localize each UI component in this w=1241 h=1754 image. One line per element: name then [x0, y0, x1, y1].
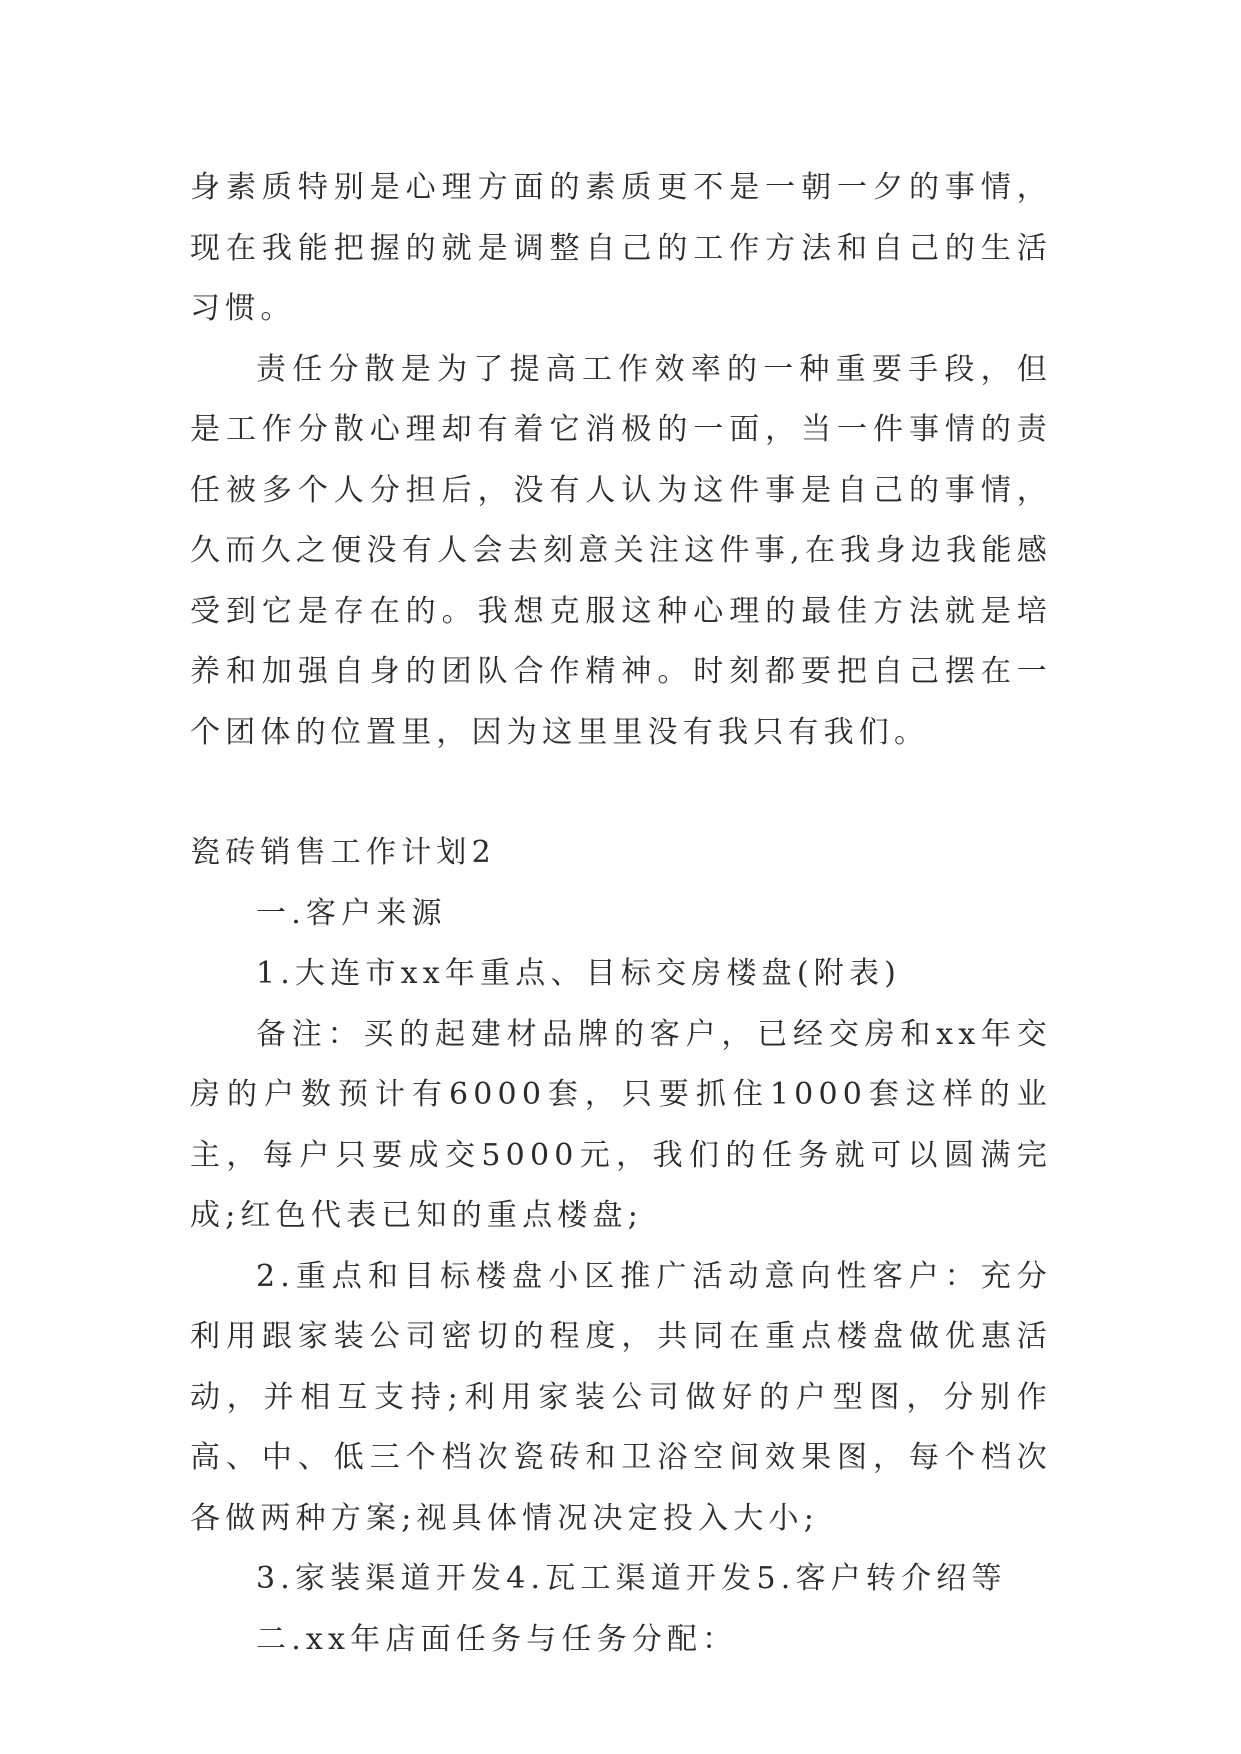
- list-item-3-5: 3.家装渠道开发4.瓦工渠道开发5.客户转介绍等: [256, 1561, 1007, 1596]
- heading-store-tasks: 二.xx年店面任务与任务分配：: [256, 1621, 738, 1657]
- section-title: 瓷砖销售工作计划2: [190, 835, 496, 870]
- paragraph-responsibility: 责任分散是为了提高工作效率的一种重要手段，但是工作分散心理却有着它消极的一面，当一件事情的责任被多个人分担后，没有人认为这件事是自己的事情，久而久之便没有人会去刻意关注这件事,在我身边我能感受到它是存在的。我想克服这种心理的最佳方法就是培养和加强自身的团队合作精神。时刻都要把自己摆在一个团体的位置里，因为这里里没有我只有我们。: [190, 351, 1052, 750]
- list-item-2: 2.重点和目标楼盘小区推广活动意向性客户：充分利用跟家装公司密切的程度，共同在重点楼盘做优惠活动，并相互支持;利用家装公司做好的户型图，分别作高、中、低三个档次瓷砖和卫浴空间效果图，每个档次各做两种方案;视具体情况决定投入大小;: [190, 1258, 1052, 1536]
- heading-customer-source: 一.客户来源: [256, 895, 447, 931]
- paragraph-note: 备注：买的起建材品牌的客户，已经交房和xx年交房的户数预计有6000套，只要抓住1000套这样的业主，每户只要成交5000元，我们的任务就可以圆满完成;红色代表已知的重点楼盘;: [190, 1016, 1052, 1233]
- list-item-1: 1.大连市xx年重点、目标交房楼盘(附表): [256, 956, 902, 991]
- document-body: [190, 158, 1052, 1670]
- paragraph-continued: 身素质特别是心理方面的素质更不是一朝一夕的事情，现在我能把握的就是调整自己的工作方法和自己的生活习惯。: [190, 170, 1052, 326]
